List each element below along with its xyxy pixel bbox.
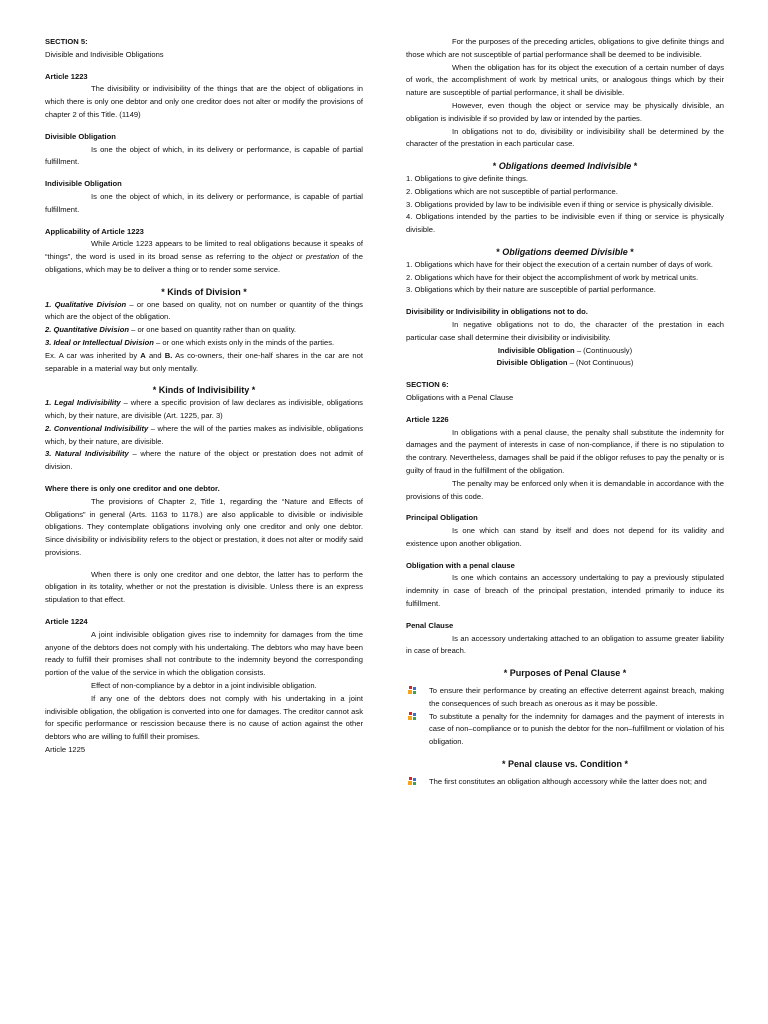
not-to-do-text: In negative obligations not to do, the character of the prestation in each particular case shall determine their divisibility or indivisibility. <box>406 319 724 342</box>
divisible-obligation-line: Divisible Obligation – (Not Continuous) <box>496 358 634 368</box>
divisible-obligation-heading: Divisible Obligation <box>45 131 116 141</box>
penal-obligation-heading: Obligation with a penal clause <box>406 560 515 570</box>
deemed-divisible-item: 1. Obligations which have for their object the execution of a certain number of days of work. <box>406 259 713 269</box>
indivisible-obligation-heading: Indivisible Obligation <box>45 179 122 189</box>
article-1225-paragraph-2: When the obligation has for its object the execution of a certain number of days of work, the accomplishment of work by metrical units, or analogous things which by their nature are susceptible of partial performance, it shall be divisible. <box>406 62 724 98</box>
division-item-2: 2. Quantitative Division – or one based on quantity rather than on quality. <box>45 325 297 335</box>
penal-clause-text: Is an accessory undertaking attached to an obligation to assume greater liability in case of breach. <box>406 633 724 656</box>
principal-obligation-heading: Principal Obligation <box>406 513 478 523</box>
article-1225-paragraph-1: For the purposes of the preceding articles, obligations to give definite things and those which are not susceptible of partial performance shall be deemed to be indivisible. <box>406 37 724 59</box>
deemed-indivisible-item: 3. Obligations provided by law to be indivisible even if thing or service is physically divisible. <box>406 199 714 209</box>
purpose-item: To ensure their performance by creating an effective deterrent against breach, making the consequences of such breach as onerous as it may be possible. <box>406 685 724 711</box>
penal-clause-heading: Penal Clause <box>406 620 454 630</box>
deemed-indivisible-item: 4. Obligations intended by the parties to be indivisible even if thing or service is physically divisible. <box>406 212 724 235</box>
bullet-icon <box>408 686 417 695</box>
one-creditor-paragraph-2: When there is only one creditor and one debtor, the latter has to perform the obligation in its totality, whether or not the prestation is divisible. Unless there is an express stipulation to that effect. <box>45 569 363 605</box>
divisible-obligation-text: Is one the object of which, in its delivery or performance, is capable of partial fulfillment. <box>45 144 363 167</box>
article-1226-paragraph-2: The penalty may be enforced only when it is demandable in accordance with the provisions of this code. <box>406 478 724 501</box>
kinds-of-indivisibility-title: * Kinds of Indivisibility * <box>152 385 256 396</box>
section-6-heading: SECTION 6: <box>406 380 449 390</box>
obligations-deemed-indivisible-title: * Obligations deemed Indivisible * <box>492 161 638 172</box>
indivisibility-item-3: 3. Natural Indivisibility – where the nature of the object or prestation does not admit of division. <box>45 449 363 472</box>
deemed-divisible-item: 2. Obligations which have for their object the accomplishment of work by metrical units. <box>406 272 699 282</box>
purposes-of-penal-clause-title: * Purposes of Penal Clause * <box>503 668 627 679</box>
deemed-indivisible-item: 2. Obligations which are not susceptible of partial performance. <box>406 186 618 196</box>
comparison-item: The first constitutes an obligation although accessory while the latter does not; and <box>406 776 724 789</box>
deemed-divisible-item: 3. Obligations which by their nature are susceptible of partial performance. <box>406 285 656 295</box>
section-5-title: Divisible and Indivisible Obligations <box>45 49 164 59</box>
indivisible-obligation-text: Is one the object of which, in its delivery or performance, is capable of partial fulfillment. <box>45 191 363 214</box>
article-1226-heading: Article 1226 <box>406 414 449 424</box>
article-1223-text: The divisibility or indivisibility of the things that are the object of obligations in which there is only one debtor and only one creditor does not alter or modify the provisions of chapter 2 of this Title. (1149) <box>45 84 363 119</box>
article-1223-heading: Article 1223 <box>45 71 88 81</box>
article-1224-paragraph-2: Effect of non-compliance by a debtor in a joint indivisible obligation. <box>91 681 317 691</box>
kinds-of-division-title: * Kinds of Division * <box>161 286 247 297</box>
article-1224-paragraph-3: If any one of the debtors does not comply with his undertaking in a joint indivisible obligation, the obligation is converted into one for damages. The creditor cannot ask for specific performance or rescission because there is no cause of action against the other debtors who are willing to fulfill their promises. <box>45 693 363 742</box>
left-column <box>45 36 363 757</box>
obligations-deemed-divisible-title: * Obligations deemed Divisible * <box>496 246 634 257</box>
article-1224-heading: Article 1224 <box>45 617 88 627</box>
applicability-text: While Article 1223 appears to be limited to real obligations because it speaks of “things”, the word is used in its broad sense as referring to the object or prestation of the obligations, which may be to deliver a thing or to render some service. <box>45 239 363 274</box>
bullet-icon <box>408 777 417 786</box>
article-1225-paragraph-3: However, even though the object or service may be physically divisible, an obligation is indivisible if so provided by law or intended by the parties. <box>406 100 724 123</box>
penal-obligation-text: Is one which contains an accessory undertaking to pay a previously stipulated indemnity in case of breach of the principal prestation, intended primarily to induce its fulfillment. <box>406 573 724 609</box>
division-item-1: 1. Qualitative Division – or one based on quality, not on number or quantity of the things which are the object of the obligation. <box>45 299 363 322</box>
section-5-heading: SECTION 5: <box>45 37 88 46</box>
principal-obligation-text: Is one which can stand by itself and does not depend for its validity and existence upon another obligation. <box>406 526 724 548</box>
indivisibility-item-1: 1. Legal Indivisibility – where a specific provision of law declares as indivisible, obligations which, by their nature, are divisible (Art. 1225, par. 3) <box>45 398 363 420</box>
section-6-title: Obligations with a Penal Clause <box>406 392 514 402</box>
indivisibility-item-2: 2. Conventional Indivisibility – where the will of the parties makes as indivisible, obligations which, by their nature, are divisible. <box>45 423 363 446</box>
division-example: Ex. A car was inherited by A and B. As co-owners, their one-half shares in the car are not separable in a material way but only mentally. <box>45 350 363 373</box>
article-1226-paragraph-1: In obligations with a penal clause, the penalty shall substitute the indemnity for damages and the payment of interests in case of non-compliance, if there is no stipulation to the contrary. Nevertheless, damages shall be paid if the obligor refuses to pay the penalty or is guilty of fraud in the fulfillment of the obligation. <box>406 427 724 475</box>
penal-clause-vs-condition-title: * Penal clause vs. Condition * <box>501 759 629 770</box>
one-creditor-paragraph-1: The provisions of Chapter 2, Title 1, regarding the “Nature and Effects of Obligations” in general (Arts. 1163 to 1178.) are also applicable to divisible or indivisible obligations. They contemplate obligations involving only one creditor and only one debtor. Since divisibility or indivisibility refers to the object or prestation, it does not alter or modify said provisions. <box>45 496 363 557</box>
article-1225-heading: Article 1225 <box>45 745 86 755</box>
deemed-indivisible-item: 1. Obligations to give definite things. <box>406 173 528 183</box>
division-item-3: 3. Ideal or Intellectual Division – or one which exists only in the minds of the parties. <box>45 337 335 347</box>
applicability-heading: Applicability of Article 1223 <box>45 226 144 236</box>
indivisible-obligation-line: Indivisible Obligation – (Continuously) <box>497 345 633 355</box>
purpose-item: To substitute a penalty for the indemnity for damages and the payment of interests in case of non–compliance or to punish the debtor for the non–fulfillment or violation of his obligation. <box>406 711 724 749</box>
not-to-do-heading: Divisibility or Indivisibility in obligations not to do. <box>406 307 588 317</box>
article-1225-paragraph-4: In obligations not to do, divisibility or indivisibility shall be determined by the character of the prestation in each particular case. <box>406 126 724 149</box>
bullet-icon <box>408 712 417 721</box>
one-creditor-heading: Where there is only one creditor and one debtor. <box>45 483 220 493</box>
right-column <box>406 36 724 789</box>
article-1224-paragraph-1: A joint indivisible obligation gives rise to indemnity for damages from the time anyone of the debtors does not comply with his undertaking. The debtors who may have been ready to fulfill their promises shall not contribute to the indemnity beyond the corresponding portion of the value of the service in which the obligation consists. <box>45 629 363 678</box>
